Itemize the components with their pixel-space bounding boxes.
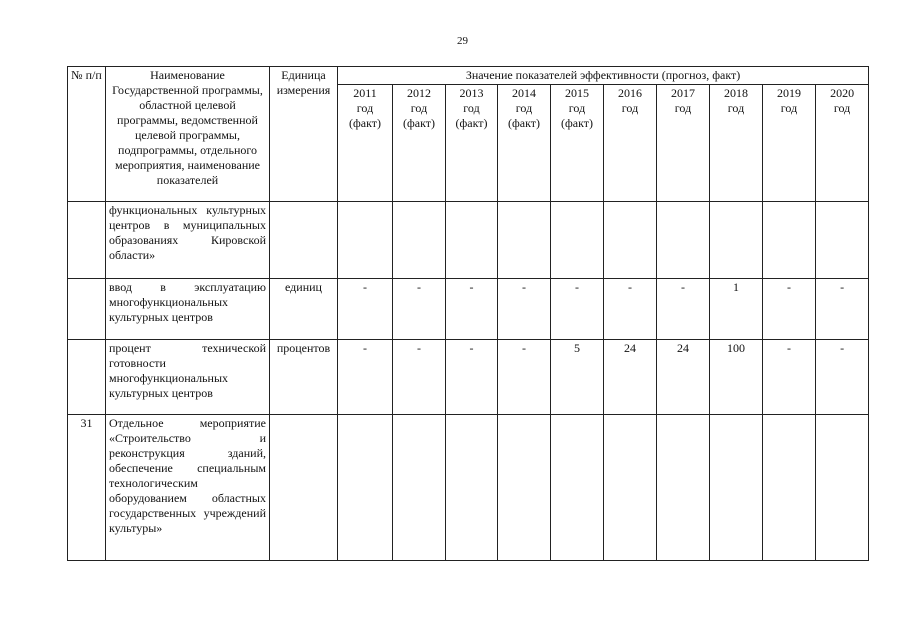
header-year: 2019 год	[763, 85, 816, 202]
row-value	[710, 415, 763, 561]
row-value: -	[393, 279, 446, 340]
table-row	[68, 202, 869, 279]
row-name: функциональных культурных центров в муниципальных образованиях Кировской области»	[106, 202, 270, 279]
row-unit: процентов	[270, 340, 338, 415]
row-value	[498, 415, 551, 561]
row-value: -	[816, 340, 869, 415]
row-value	[551, 202, 604, 279]
header-year: 2014 год (факт)	[498, 85, 551, 202]
header-num: № п/п	[68, 67, 106, 202]
row-num	[68, 340, 106, 415]
row-value: -	[604, 279, 657, 340]
header-values-group: Значение показателей эффективности (прогноз, факт)	[338, 67, 869, 85]
row-value	[338, 415, 393, 561]
row-value	[816, 415, 869, 561]
header-unit: Единица измерения	[270, 67, 338, 202]
row-value	[446, 202, 498, 279]
row-value: -	[338, 340, 393, 415]
row-value: -	[816, 279, 869, 340]
row-value: 5	[551, 340, 604, 415]
header-year: 2013 год (факт)	[446, 85, 498, 202]
row-value	[393, 415, 446, 561]
table-row	[68, 279, 869, 340]
header-year: 2011 год (факт)	[338, 85, 393, 202]
row-value	[338, 202, 393, 279]
page-number: 29	[457, 35, 468, 47]
row-value: 100	[710, 340, 763, 415]
row-num	[68, 279, 106, 340]
header-name: Наименование Государственной программы, областной целевой программы, ведомственной целевой программы, подпрограммы, отдельного мероприятия, наименование показателей	[106, 67, 270, 202]
row-value: -	[551, 279, 604, 340]
row-value: -	[393, 340, 446, 415]
row-value: -	[657, 279, 710, 340]
row-name: ввод в эксплуатацию многофункциональных культурных центров	[106, 279, 270, 340]
indicators-table	[67, 66, 869, 561]
row-value: -	[763, 340, 816, 415]
row-name: Отдельное мероприятие «Строительство и реконструкция зданий, обеспечение специальным технологическим оборудованием областных государственных учреждений культуры»	[106, 415, 270, 561]
row-value	[604, 202, 657, 279]
row-name: процент технической готовности многофункциональных культурных центров	[106, 340, 270, 415]
row-value: -	[338, 279, 393, 340]
row-value: 24	[657, 340, 710, 415]
header-row-1	[68, 67, 869, 85]
row-unit	[270, 202, 338, 279]
header-year: 2015 год (факт)	[551, 85, 604, 202]
header-year: 2012 год (факт)	[393, 85, 446, 202]
row-value	[763, 415, 816, 561]
row-value	[657, 415, 710, 561]
header-year: 2017 год	[657, 85, 710, 202]
row-value: -	[763, 279, 816, 340]
row-unit	[270, 415, 338, 561]
row-value	[446, 415, 498, 561]
row-unit: единиц	[270, 279, 338, 340]
row-value: -	[446, 340, 498, 415]
row-value	[657, 202, 710, 279]
row-value: -	[498, 279, 551, 340]
row-value: 1	[710, 279, 763, 340]
row-value	[498, 202, 551, 279]
table-row	[68, 415, 869, 561]
row-value	[551, 415, 604, 561]
header-year: 2016 год	[604, 85, 657, 202]
row-value	[816, 202, 869, 279]
header-year: 2020 год	[816, 85, 869, 202]
row-value	[763, 202, 816, 279]
row-value: -	[446, 279, 498, 340]
row-value	[604, 415, 657, 561]
table-row	[68, 340, 869, 415]
row-value	[393, 202, 446, 279]
row-value: -	[498, 340, 551, 415]
row-num: 31	[68, 415, 106, 561]
row-value: 24	[604, 340, 657, 415]
header-year: 2018 год	[710, 85, 763, 202]
row-num	[68, 202, 106, 279]
row-value	[710, 202, 763, 279]
